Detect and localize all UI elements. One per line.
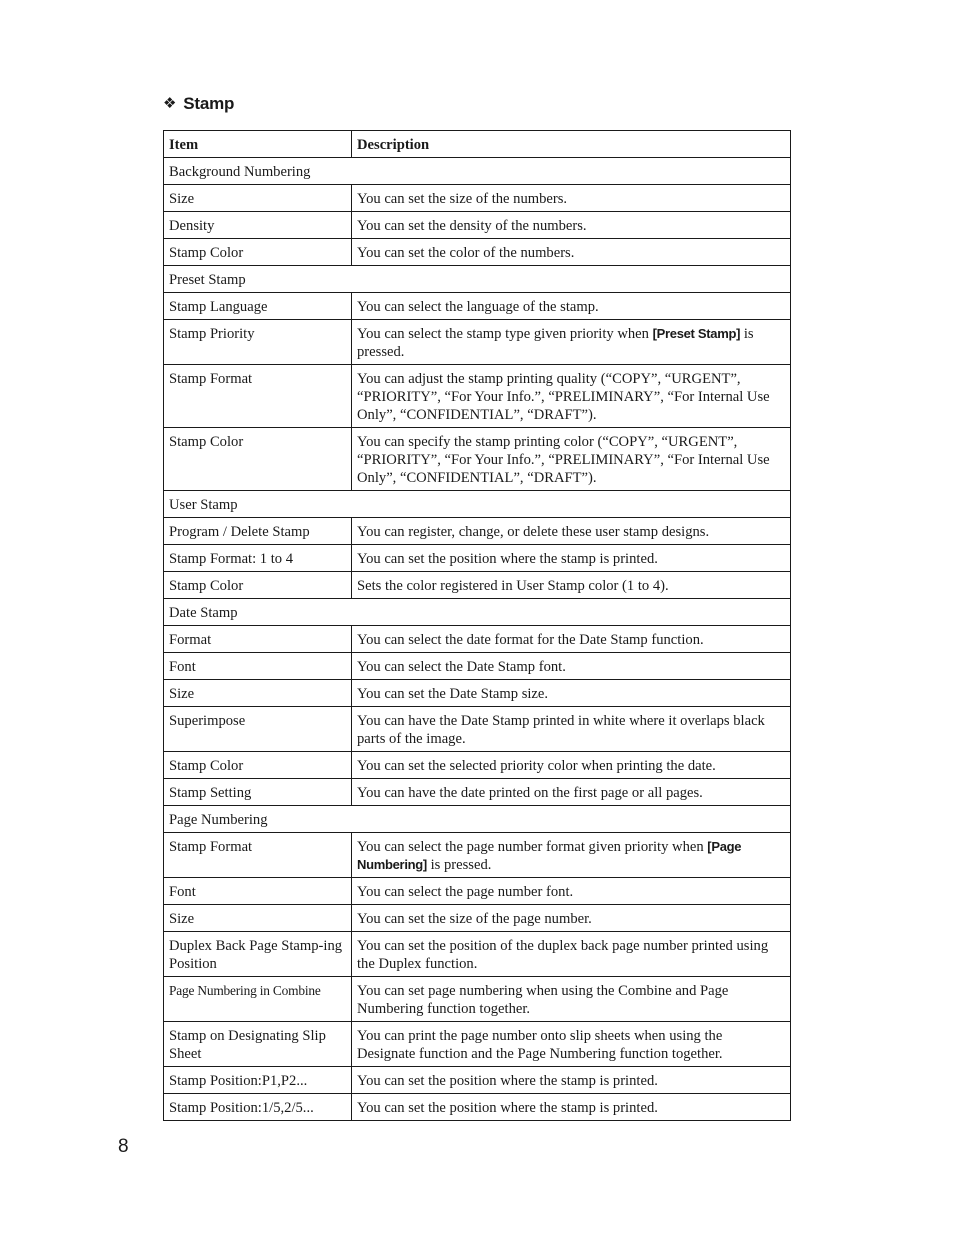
description-cell: You can set the density of the numbers. — [352, 212, 791, 239]
description-cell: You can set the position where the stamp is printed. — [352, 1094, 791, 1121]
item-cell: Stamp Language — [164, 293, 352, 320]
description-text: You can select the stamp type given priority when — [357, 326, 653, 342]
table-group-row — [164, 266, 791, 293]
description-cell: You can set the selected priority color when printing the date. — [352, 752, 791, 779]
table-row — [164, 212, 791, 239]
table-group-row — [164, 806, 791, 833]
description-text: is pressed. — [357, 326, 754, 360]
item-cell: Font — [164, 653, 352, 680]
description-cell: You can set the Date Stamp size. — [352, 680, 791, 707]
item-cell: Size — [164, 185, 352, 212]
page-number: 8 — [118, 1136, 129, 1157]
table-group-row — [164, 491, 791, 518]
table-row — [164, 1094, 791, 1121]
diamond-bullet-icon: ❖ — [163, 95, 177, 112]
description-cell: You can have the date printed on the first page or all pages. — [352, 779, 791, 806]
table-row — [164, 185, 791, 212]
table-row — [164, 626, 791, 653]
column-header-description: Description — [352, 131, 791, 158]
table-row — [164, 1067, 791, 1094]
item-cell: Stamp Format — [164, 365, 352, 428]
table-row — [164, 977, 791, 1022]
description-cell: You can register, change, or delete these user stamp designs. — [352, 518, 791, 545]
item-cell: Stamp Format — [164, 833, 352, 878]
table-row — [164, 878, 791, 905]
table-row — [164, 653, 791, 680]
group-label: Page Numbering — [164, 806, 791, 833]
description-cell: You can adjust the stamp printing quality (“COPY”, “URGENT”, “PRIORITY”, “For Your Info.”, “PRELIMINARY”, “For Internal Use Only”, “CONFIDENTIAL”, “DRAFT”). — [352, 365, 791, 428]
table-row — [164, 572, 791, 599]
item-cell: Density — [164, 212, 352, 239]
item-cell: Superimpose — [164, 707, 352, 752]
item-cell: Stamp Priority — [164, 320, 352, 365]
description-cell: Sets the color registered in User Stamp color (1 to 4). — [352, 572, 791, 599]
description-cell: You can select the page number font. — [352, 878, 791, 905]
column-header-item: Item — [164, 131, 352, 158]
description-text: You can select the page number format given priority when — [357, 839, 708, 855]
table-row — [164, 932, 791, 977]
table-group-row — [164, 158, 791, 185]
table-group-row — [164, 599, 791, 626]
description-cell: You can set the position of the duplex back page number printed using the Duplex function. — [352, 932, 791, 977]
table-row — [164, 365, 791, 428]
item-cell: Duplex Back Page Stamp-ing Position — [164, 932, 352, 977]
table-row — [164, 905, 791, 932]
table-row — [164, 428, 791, 491]
item-cell: Format — [164, 626, 352, 653]
description-cell: You can set page numbering when using the Combine and Page Numbering function together. — [352, 977, 791, 1022]
description-cell: You can set the position where the stamp is printed. — [352, 545, 791, 572]
item-cell: Stamp Position:1/5,2/5... — [164, 1094, 352, 1121]
item-cell: Stamp Color — [164, 752, 352, 779]
item-cell: Stamp Setting — [164, 779, 352, 806]
description-cell: You can select the language of the stamp. — [352, 293, 791, 320]
item-cell: Stamp Color — [164, 239, 352, 266]
description-cell — [352, 320, 791, 365]
table-row — [164, 707, 791, 752]
key-label: [Page Numbering] — [357, 839, 742, 872]
table-row — [164, 1022, 791, 1067]
description-cell: You can have the Date Stamp printed in white where it overlaps black parts of the image. — [352, 707, 791, 752]
description-cell: You can set the position where the stamp is printed. — [352, 1067, 791, 1094]
item-cell: Stamp on Designating Slip Sheet — [164, 1022, 352, 1067]
description-text: is pressed. — [426, 857, 492, 873]
table-row — [164, 239, 791, 266]
key-label: [Preset Stamp] — [652, 326, 741, 341]
table-row — [164, 752, 791, 779]
section-title: Stamp — [183, 94, 235, 113]
description-cell: You can specify the stamp printing color (“COPY”, “URGENT”, “PRIORITY”, “For Your Info.”, “PRELIMINARY”, “For Internal Use Only”, “CONFIDENTIAL”, “DRAFT”). — [352, 428, 791, 491]
group-label: Date Stamp — [164, 599, 791, 626]
stamp-settings-table — [163, 130, 791, 1121]
table-row — [164, 779, 791, 806]
item-cell: Program / Delete Stamp — [164, 518, 352, 545]
description-cell: You can print the page number onto slip sheets when using the Designate function and the Page Numbering function together. — [352, 1022, 791, 1067]
item-cell: Stamp Color — [164, 428, 352, 491]
section-heading — [163, 94, 234, 114]
table-row — [164, 518, 791, 545]
description-cell — [352, 833, 791, 878]
group-label: Background Numbering — [164, 158, 791, 185]
table-row — [164, 833, 791, 878]
table-row — [164, 680, 791, 707]
item-cell: Page Numbering in Combine — [164, 977, 352, 1022]
item-cell: Stamp Format: 1 to 4 — [164, 545, 352, 572]
item-cell: Size — [164, 680, 352, 707]
description-cell: You can select the date format for the Date Stamp function. — [352, 626, 791, 653]
description-cell: You can select the Date Stamp font. — [352, 653, 791, 680]
description-cell: You can set the size of the page number. — [352, 905, 791, 932]
table-row — [164, 545, 791, 572]
description-cell: You can set the color of the numbers. — [352, 239, 791, 266]
table-row — [164, 293, 791, 320]
group-label: User Stamp — [164, 491, 791, 518]
group-label: Preset Stamp — [164, 266, 791, 293]
item-cell: Font — [164, 878, 352, 905]
table-header-row — [164, 131, 791, 158]
item-cell: Stamp Position:P1,P2... — [164, 1067, 352, 1094]
description-cell: You can set the size of the numbers. — [352, 185, 791, 212]
item-cell: Stamp Color — [164, 572, 352, 599]
table-row — [164, 320, 791, 365]
item-cell: Size — [164, 905, 352, 932]
